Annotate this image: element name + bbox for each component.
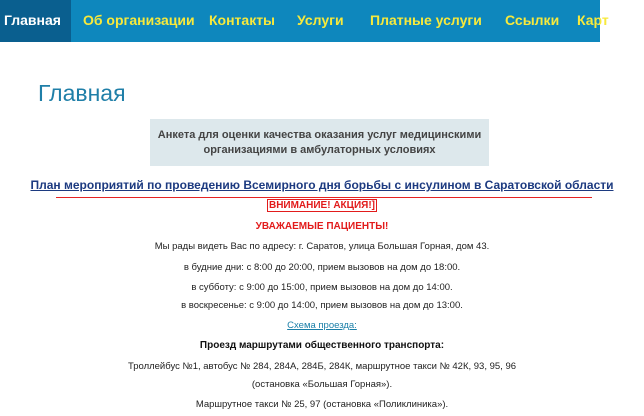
survey-line-2: организациями в амбулаторных условиях — [203, 143, 436, 156]
survey-link-box[interactable] — [150, 119, 489, 166]
address-line: Мы рады видеть Вас по адресу: г. Саратов, улица Большая Горная, дом 43. — [154, 241, 490, 252]
survey-text — [158, 128, 481, 158]
patients-heading: УВАЖАЕМЫЕ ПАЦИЕНТЫ! — [255, 221, 389, 232]
sunday-hours: в воскресенье: с 9:00 до 14:00, прием вызовов на дом до 13:00. — [181, 300, 463, 311]
transport-line: Троллейбус №1, автобус № 284, 284А, 284Б, 284К, маршрутное такси № 42К, 93, 95, 96 — [127, 361, 517, 372]
nav-item-map[interactable]: Карт — [577, 12, 609, 28]
nav-item-services[interactable]: Услуги — [297, 12, 344, 28]
plan-link[interactable]: План мероприятий по проведению Всемирного дня борьбы с инсулином в Саратовской области — [30, 178, 614, 192]
scheme-link[interactable]: Схема проезда: — [287, 320, 357, 331]
nav-item-about[interactable]: Об организации — [83, 12, 195, 28]
nav-item-contacts[interactable]: Контакты — [209, 12, 276, 28]
nav-item-links[interactable]: Ссылки — [505, 12, 560, 28]
transport-line: (остановка «Большая Горная»). — [251, 379, 393, 390]
page-title: Главная — [38, 80, 126, 106]
survey-line-1: Анкета для оценки качества оказания услуг медицинскими — [157, 128, 482, 141]
saturday-hours: в субботу: с 9:00 до 15:00, прием вызовов на дом до 14:00. — [191, 282, 453, 293]
attention-banner — [0, 200, 644, 211]
main-nav — [0, 0, 609, 42]
transport-heading: Проезд маршрутами общественного транспорта: — [199, 340, 445, 351]
nav-item-home[interactable]: Главная — [0, 0, 71, 42]
transport-line: Маршрутное такси № 25, 97 (остановка «Поликлиника»). — [195, 399, 449, 410]
weekday-hours: в будние дни: с 8:00 до 20:00, прием вызовов на дом до 18:00. — [183, 262, 461, 273]
red-divider — [56, 197, 592, 198]
nav-item-paid-services[interactable]: Платные услуги — [370, 12, 482, 28]
attention-text: ВНИМАНИЕ! АКЦИЯ!] — [268, 200, 376, 211]
